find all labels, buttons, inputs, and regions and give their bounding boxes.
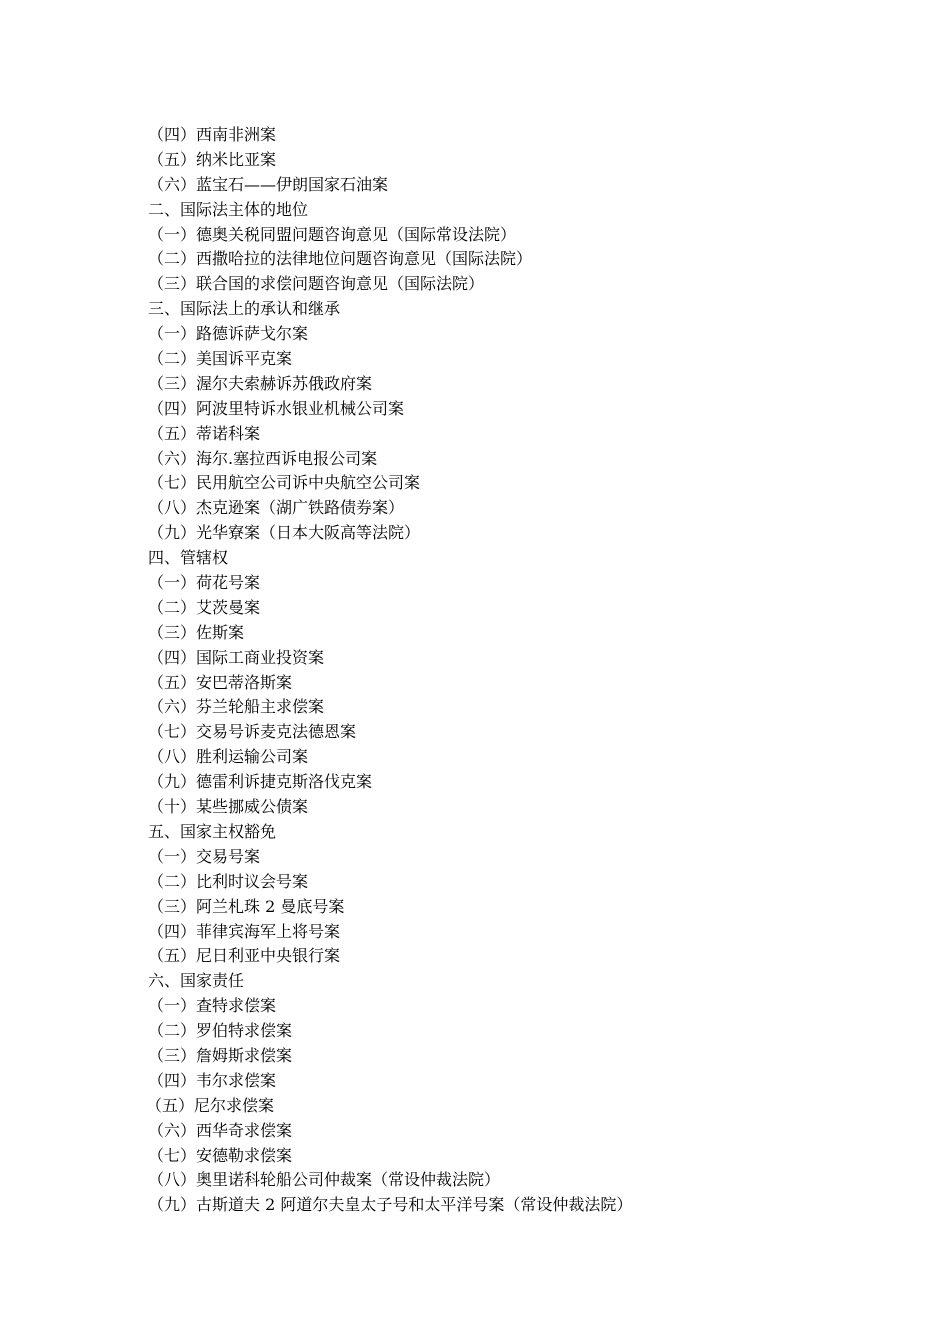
toc-entry: （七）安德勒求偿案 — [148, 1145, 293, 1165]
toc-entry: （二）艾茨曼案 — [148, 597, 261, 617]
toc-entry: （二）罗伯特求偿案 — [148, 1021, 293, 1041]
toc-entry: （九）光华寮案（日本大阪高等法院） — [148, 523, 421, 543]
toc-entry: （六）西华奇求偿案 — [148, 1120, 293, 1140]
toc-entry: （二）西撒哈拉的法律地位问题咨询意见（国际法院） — [148, 249, 533, 269]
toc-entry: （三）渥尔夫索赫诉苏俄政府案 — [148, 373, 373, 393]
toc-entry: （一）德奥关税同盟问题咨询意见（国际常设法院） — [148, 224, 517, 244]
section-heading: 四、管辖权 — [148, 548, 229, 568]
toc-entry: （二）美国诉平克案 — [148, 349, 293, 369]
toc-entry: （八）杰克逊案（湖广铁路债券案） — [148, 498, 405, 518]
toc-entry: （六）海尔.塞拉西诉电报公司案 — [148, 448, 378, 468]
toc-entry: （六）芬兰轮船主求偿案 — [148, 697, 325, 717]
toc-entry: （一）路德诉萨戈尔案 — [148, 324, 309, 344]
toc-entry: （四）阿波里特诉水银业机械公司案 — [148, 398, 405, 418]
toc-entry: （四）韦尔求偿案 — [148, 1070, 277, 1090]
toc-entry: （六）蓝宝石——伊朗国家石油案 — [148, 174, 389, 194]
toc-entry: （一）交易号案 — [148, 846, 261, 866]
toc-entry: （五）蒂诺科案 — [148, 423, 261, 443]
toc-entry: （九）古斯道夫 2 阿道尔夫皇太子号和太平洋号案（常设仲裁法院） — [148, 1195, 633, 1215]
toc-entry: （三）联合国的求偿问题咨询意见（国际法院） — [148, 274, 485, 294]
section-heading: 五、国家主权豁免 — [148, 821, 277, 841]
toc-entry: （十）某些挪威公债案 — [148, 797, 309, 817]
toc-entry: （三）詹姆斯求偿案 — [148, 1045, 293, 1065]
toc-entry: （四）国际工商业投资案 — [148, 647, 325, 667]
toc-entry: （四）菲律宾海军上将号案 — [148, 921, 341, 941]
toc-entry: （五）尼尔求偿案 — [146, 1095, 275, 1115]
toc-entry: （五）纳米比亚案 — [148, 149, 277, 169]
toc-entry: （九）德雷利诉捷克斯洛伐克案 — [148, 772, 373, 792]
toc-entry: （八）胜利运输公司案 — [148, 747, 309, 767]
toc-entry: （七）交易号诉麦克法德恩案 — [148, 722, 357, 742]
toc-entry: （一）查特求偿案 — [148, 996, 277, 1016]
toc-entry: （五）尼日利亚中央银行案 — [148, 946, 341, 966]
section-heading: 六、国家责任 — [148, 971, 245, 991]
toc-entry: （四）西南非洲案 — [148, 125, 277, 144]
toc-entry: （七）民用航空公司诉中央航空公司案 — [148, 473, 421, 493]
toc-entry: （三）阿兰札珠 2 曼底号案 — [148, 896, 345, 916]
toc-entry: （一）荷花号案 — [148, 573, 261, 593]
section-heading: 三、国际法上的承认和继承 — [148, 299, 341, 319]
toc-entry: （三）佐斯案 — [148, 622, 245, 642]
toc-entry: （八）奥里诺科轮船公司仲裁案（常设仲裁法院） — [148, 1170, 501, 1190]
toc-entry: （二）比利时议会号案 — [148, 871, 309, 891]
toc-entry: （五）安巴蒂洛斯案 — [148, 672, 293, 692]
section-heading: 二、国际法主体的地位 — [148, 199, 309, 219]
table-of-contents — [148, 123, 632, 1218]
